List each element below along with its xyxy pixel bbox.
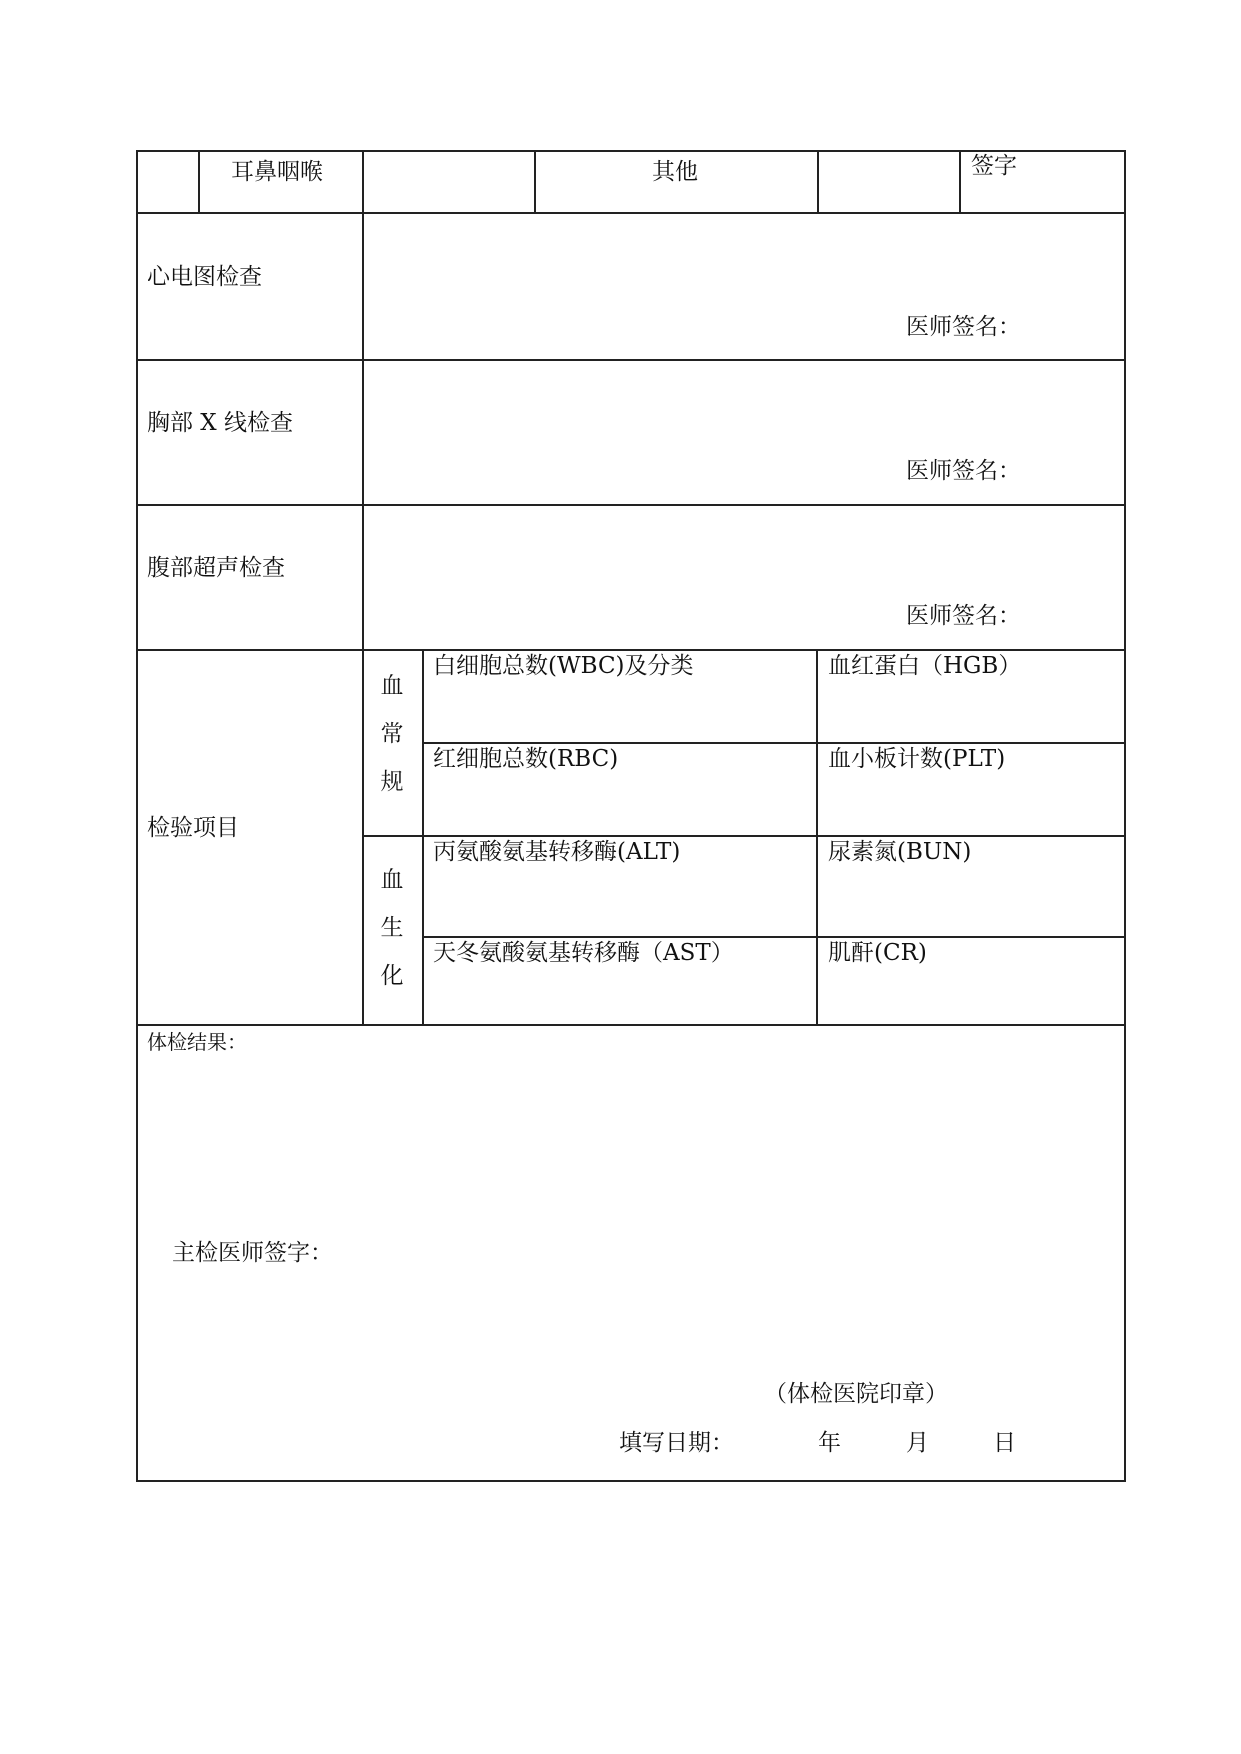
line <box>136 212 1126 214</box>
lab-item-wbc: 白细胞总数(WBC)及分类 <box>433 653 694 679</box>
line <box>136 504 1126 506</box>
line <box>534 150 536 212</box>
chief-doctor-sign: 主检医师签字： <box>172 1240 333 1266</box>
line <box>198 150 200 212</box>
date-day: 日 <box>993 1430 1016 1456</box>
lab-item-alt: 丙氨酸氨基转移酶(ALT) <box>433 839 681 865</box>
lab-item-hgb: 血红蛋白（HGB） <box>828 653 1022 679</box>
line <box>362 150 364 1025</box>
blood-routine-char: 血 <box>380 673 404 699</box>
ultrasound-label: 腹部超声检查 <box>147 555 285 581</box>
biochem-char: 血 <box>380 867 404 893</box>
ecg-doctor-sign: 医师签名： <box>906 314 1021 340</box>
lab-item-cr: 肌酐(CR) <box>828 940 927 966</box>
line <box>136 150 138 1482</box>
ecg-label: 心电图检查 <box>147 264 262 290</box>
line <box>817 150 819 212</box>
result-label: 体检结果： <box>147 1030 247 1054</box>
exam-form <box>136 150 1126 1482</box>
blood-routine-char: 常 <box>380 721 404 747</box>
fill-date-label: 填写日期： <box>619 1430 734 1456</box>
line <box>816 649 818 1025</box>
ultrasound-doctor-sign: 医师签名： <box>906 603 1021 629</box>
date-month: 月 <box>906 1430 929 1456</box>
lab-item-ast: 天冬氨酸氨基转移酶（AST） <box>433 940 734 966</box>
xray-label: 胸部 X 线检查 <box>147 410 293 436</box>
blood-routine-label <box>372 662 412 806</box>
date-year: 年 <box>818 1430 841 1456</box>
lab-item-plt: 血小板计数(PLT) <box>828 746 1006 772</box>
line <box>136 1480 1126 1482</box>
other-label: 其他 <box>652 159 698 185</box>
line <box>362 835 1126 837</box>
biochem-label <box>372 856 412 1000</box>
ent-label: 耳鼻咽喉 <box>231 159 323 185</box>
hospital-seal: （体检医院印章） <box>764 1381 948 1407</box>
line <box>1124 150 1126 1482</box>
line <box>136 359 1126 361</box>
xray-doctor-sign: 医师签名： <box>906 458 1021 484</box>
line <box>422 936 1126 938</box>
biochem-char: 生 <box>380 915 404 941</box>
line <box>136 649 1126 651</box>
line <box>136 1024 1126 1026</box>
lab-item-bun: 尿素氮(BUN) <box>828 839 972 865</box>
line <box>959 150 961 212</box>
lab-item-rbc: 红细胞总数(RBC) <box>433 746 619 772</box>
line <box>422 742 1126 744</box>
lab-label: 检验项目 <box>147 815 239 841</box>
blood-routine-char: 规 <box>380 769 404 795</box>
biochem-char: 化 <box>380 963 404 989</box>
line <box>422 649 424 1025</box>
sign-label: 签字 <box>971 153 1017 179</box>
